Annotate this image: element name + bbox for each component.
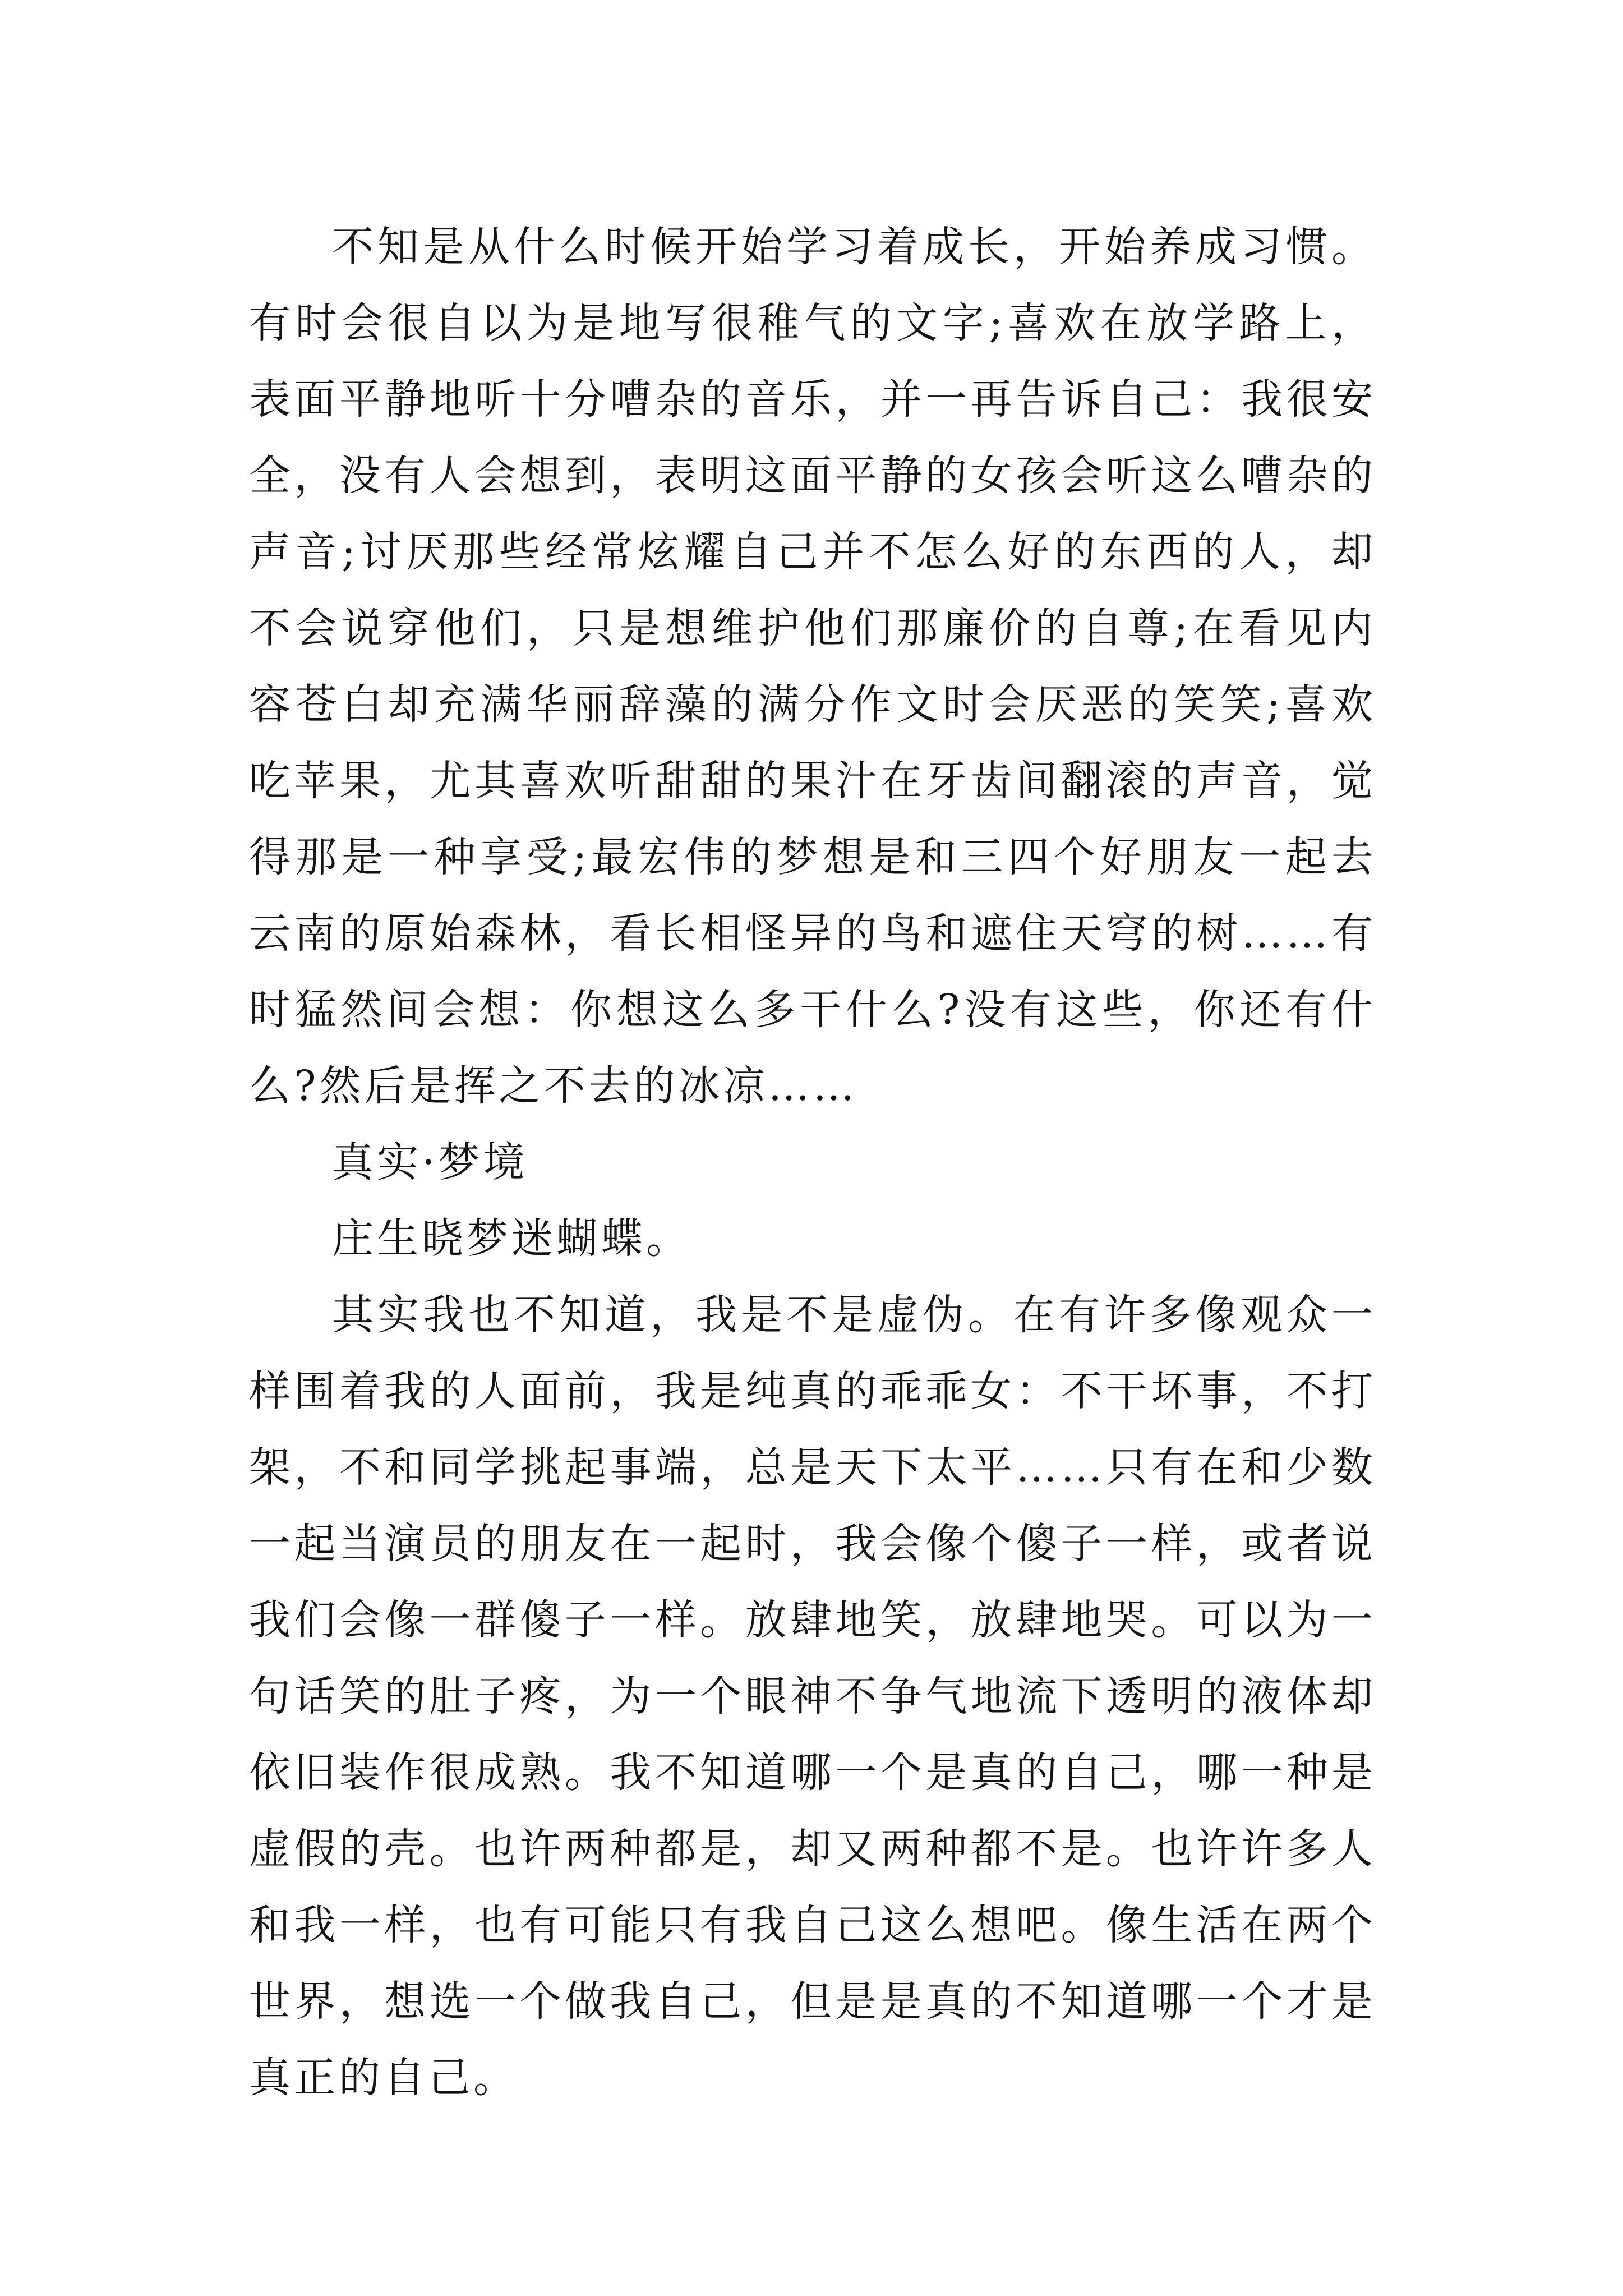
document-body bbox=[249, 209, 1376, 2116]
paragraph-reflection: 其实我也不知道，我是不是虚伪。在有许多像观众一样围着我的人面前，我是纯真的乖乖女：不干坏事，不打架，不和同学挑起事端，总是天下太平……只有在和少数一起当演员的朋友在一起时，我会像个傻子一样，或者说我们会像一群傻子一样。放肆地笑，放肆地哭。可以为一句话笑的肚子疼，为一个眼神不争气地流下透明的液体却依旧装作很成熟。我不知道哪一个是真的自己，哪一种是虚假的壳。也许两种都是，却又两种都不是。也许许多人和我一样，也有可能只有我自己这么想吧。像生活在两个世界，想选一个做我自己，但是是真的不知道哪一个才是真正的自己。 bbox=[249, 1291, 1376, 2102]
section-heading: 真实·梦境 bbox=[332, 1138, 528, 1186]
paragraph-intro: 不知是从什么时候开始学习着成长，开始养成习惯。有时会很自以为是地写很稚气的文字;喜欢在放学路上，表面平静地听十分嘈杂的音乐，并一再告诉自己：我很安全，没有人会想到，表明这面平静的女孩会听这么嘈杂的声音;讨厌那些经常炫耀自己并不怎么好的东西的人，却不会说穿他们，只是想维护他们那廉价的自尊;在看见内容苍白却充满华丽辞藻的满分作文时会厌恶的笑笑;喜欢吃苹果，尤其喜欢听甜甜的果汁在牙齿间翻滚的声音，觉得那是一种享受;最宏伟的梦想是和三四个好朋友一起去云南的原始森林，看长相怪异的鸟和遮住天穹的树……有时猛然间会想：你想这么多干什么?没有这些，你还有什么?然后是挥之不去的冰凉…… bbox=[249, 223, 1376, 1110]
quote-line: 庄生晓梦迷蝴蝶。 bbox=[332, 1214, 691, 1263]
